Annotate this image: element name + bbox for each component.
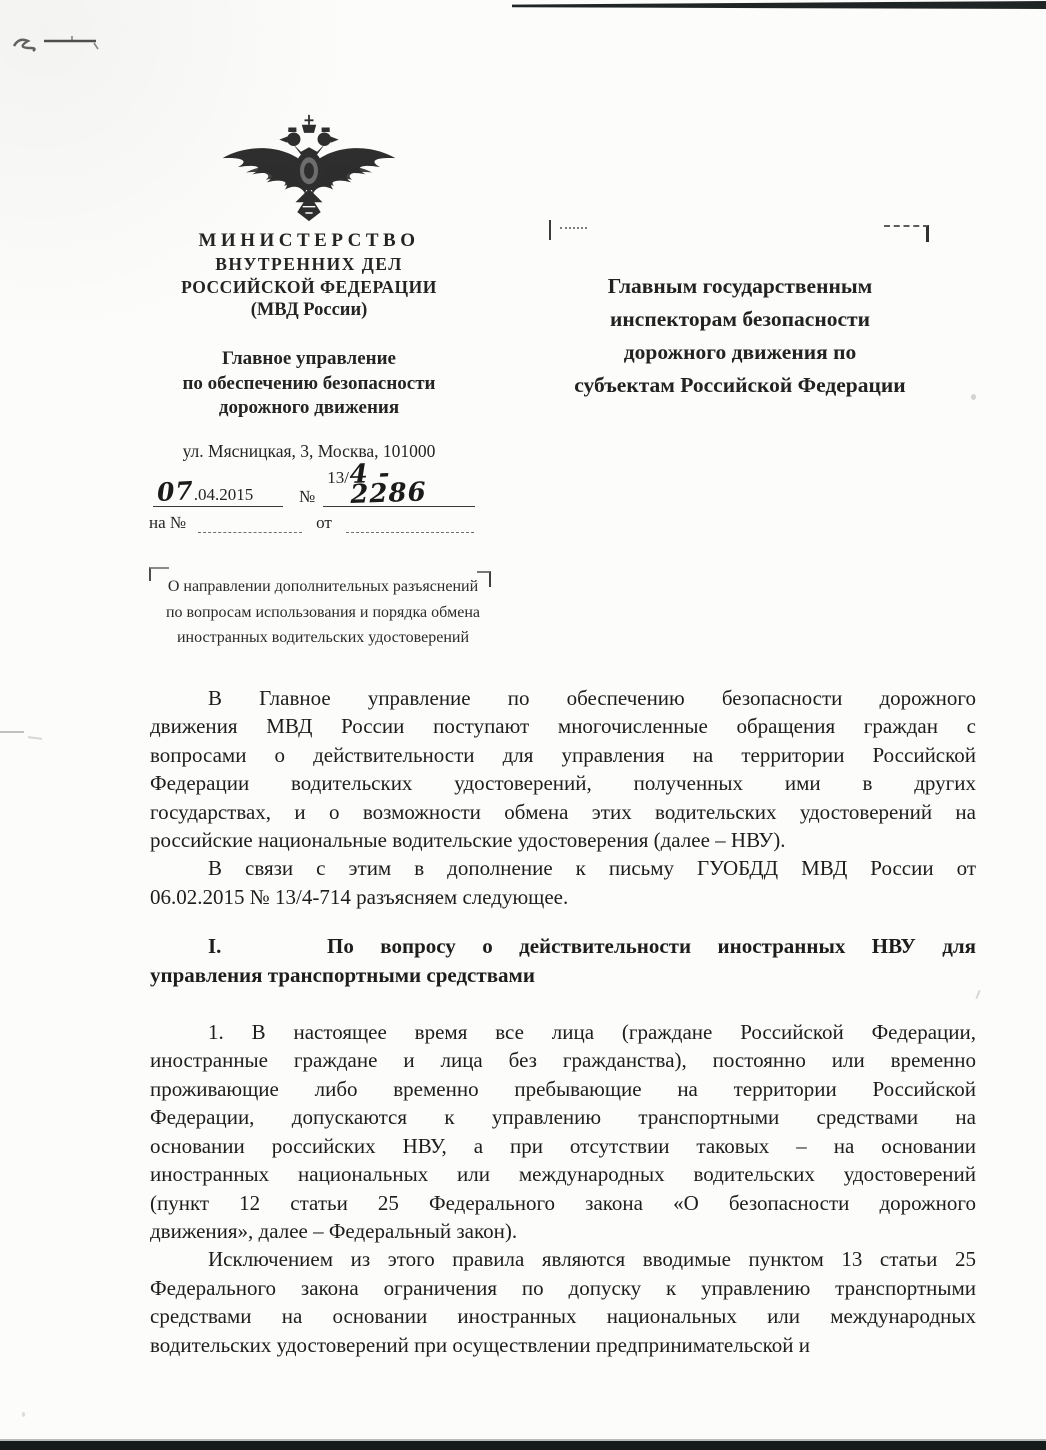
reference-line [143,513,475,533]
section-heading-line-2: управления транспортными средствами [150,962,535,987]
paragraph-3-line-4: Федерации, допускаются к управлению транспортными средствами на [150,1105,976,1130]
recipient-block-line-2: инспекторам безопасности [610,307,870,331]
ministry-name-line-2: ВНУТРЕННИХ ДЕЛ [215,254,403,274]
outgoing-number-field [323,458,475,510]
paragraph-4-line-2: Федерального закона ограничения по допуску к управлению транспортными [150,1275,976,1300]
ministry-name-line-3: РОССИЙСКОЙ ФЕДЕРАЦИИ [181,277,437,297]
ref-label-from: от [316,512,332,532]
paragraph-3-line-1: 1. В настоящее время все лица (граждане Российской Федерации, [208,1020,976,1045]
scan-speck [975,990,980,999]
paragraph-1-line-1: В Главное управление по обеспечению безопасности дорожного [208,686,976,710]
printed-date: .04.2015 [193,484,254,504]
handwritten-day: 07 [156,475,195,507]
subject-block-line-2: по вопросам использования и порядка обмена [165,603,481,621]
number-sign: № [299,486,316,506]
paragraph-1-line-6: российские национальные водительские удостоверения (далее – НВУ). [150,828,786,853]
date-field [153,475,283,507]
paragraph-4-line-1: Исключением из этого правила являются вводимые пунктом 13 статьи 25 [208,1247,976,1272]
paragraph-1-line-3: вопросами о действительности для управления на территории Российской [150,742,976,767]
department-name-line-2: по обеспечению безопасности [182,372,436,394]
scan-edge-artifact-top [512,1,1046,9]
paragraph-4-line-3: средствами на основании иностранных национальных или международных [150,1304,976,1329]
scan-speck [971,394,976,400]
mvd-eagle-emblem-icon [219,112,399,224]
section-heading-line-1: I. По вопросу о действительности иностранных НВУ для [208,934,976,959]
reference-number-blank [198,518,302,533]
paragraph-2-line-1: В связи с этим в дополнение к письму ГУОБДД МВД России от [208,856,976,881]
scan-speck [28,736,42,740]
paragraph-1 [150,684,976,854]
paragraph-1-line-2: движения МВД России поступают многочисленные обращения граждан с [150,714,976,739]
recipient-block-line-4: субъектам Российской Федерации [574,373,906,397]
ministry-name-line-4: (МВД России) [250,300,368,320]
recipient-corner-mark-left-dash [560,227,587,229]
date-number-line [143,458,475,510]
ministry-name [143,230,475,321]
paragraph-3-line-7: (пункт 12 статьи 25 Федерального закона «О безопасности дорожного [150,1190,976,1215]
recipient-block-line-1: Главным государственным [607,274,873,298]
section-heading [150,932,976,989]
recipient-block [540,270,940,402]
subject-block [152,574,494,651]
paragraph-3-line-3: проживающие либо временно пребывающие на территории Российской [150,1076,976,1101]
ministry-name-line-1: МИНИСТЕРСТВО [198,230,420,251]
department-name-line-3: дорожного движения [218,397,400,418]
paragraph-1-line-4: Федерации водительских удостоверений, полученных ими в других [150,771,976,796]
ref-label-on: на № [149,512,187,532]
subject-block-line-1: О направлении дополнительных разъяснений [167,578,479,595]
paragraph-2-line-2: 06.02.2015 № 13/4-714 разъясняем следующее. [150,884,569,909]
paragraph-4 [150,1245,976,1359]
paragraph-1-line-5: государствах, и о возможности обмена этих водительских удостоверений на [150,799,976,824]
paragraph-3-line-5: основании российских НВУ, а при отсутствии таковых – на основании [150,1133,976,1158]
recipient-corner-mark-right [884,225,929,242]
scan-speck [22,1412,25,1417]
paragraph-4-line-4: водительских удостоверений при осуществлении предпринимательской и [150,1332,810,1357]
paragraph-3 [150,1018,976,1245]
scan-speck [0,731,24,733]
letterhead [143,112,475,533]
department-name-line-1: Главное управление [222,348,396,369]
scan-edge-artifact-bottom [0,1439,1046,1450]
handwritten-number: 4 - 2286 [349,458,428,510]
pen-scribble-mark [10,30,120,58]
paragraph-2 [150,854,976,911]
paragraph-3-line-2: иностранные граждане и лица без гражданства), постоянно или временно [150,1048,976,1073]
number-prefix: 13/ [327,467,349,487]
department-name [143,347,475,421]
recipient-block-line-3: дорожного движения по [623,340,857,364]
address-line: ул. Мясницкая, 3, Москва, 101000 [182,440,436,461]
paragraph-3-line-8: движения», далее – Федеральный закон). [150,1218,518,1243]
reference-date-blank [346,518,474,533]
letter-body [150,684,976,1359]
recipient-corner-mark-left [549,220,551,240]
paragraph-3-line-6: иностранных национальных или международных водительских удостоверений [150,1162,976,1187]
subject-block-line-3: иностранных водительских удостоверений [176,629,470,646]
